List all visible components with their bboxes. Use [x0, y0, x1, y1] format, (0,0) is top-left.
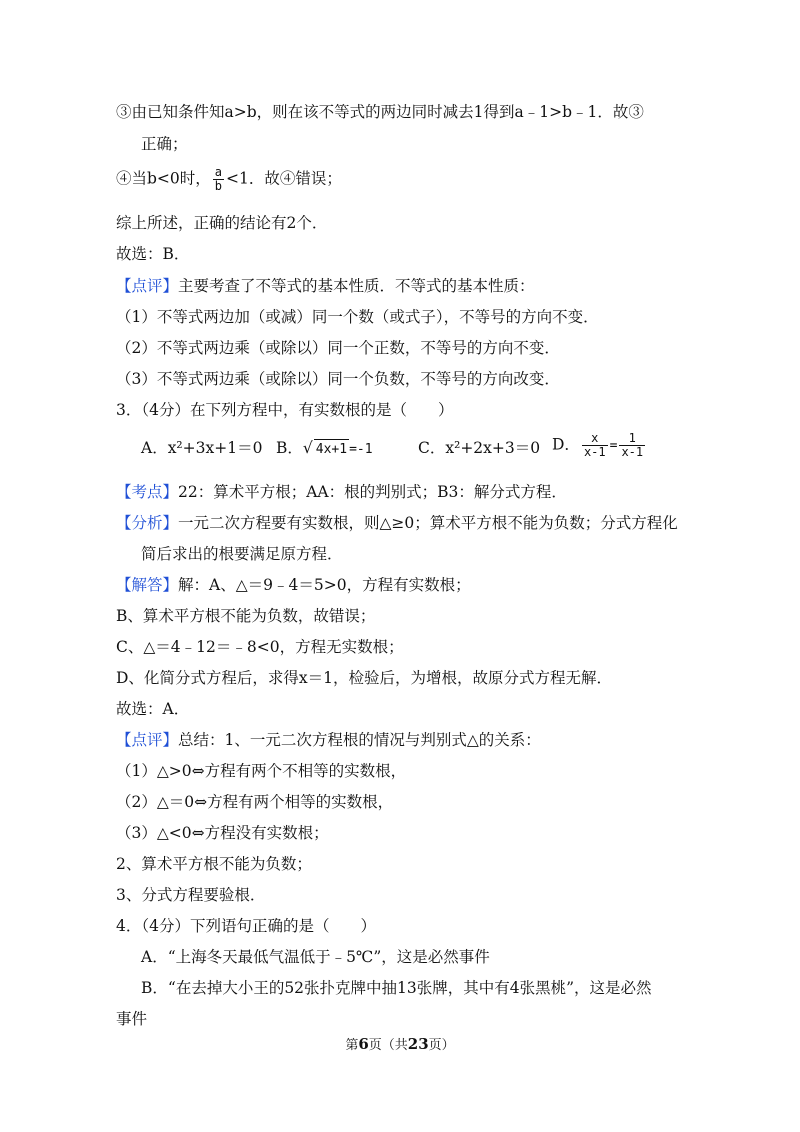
page-number: 6 — [358, 1035, 369, 1053]
comment-line — [116, 276, 535, 296]
text-line: 正确； — [141, 135, 188, 153]
fraction-denominator: x-1 — [583, 445, 606, 459]
footer-text: 第 — [345, 1038, 359, 1053]
text-line: 简后求出的根要满足原方程． — [141, 545, 343, 563]
fraction-numerator: a — [214, 165, 223, 179]
option-a: A．“上海冬天最低气温低于﹣5℃”，这是必然事件 — [141, 948, 490, 966]
kaodian-tag: 【考点】 — [116, 483, 179, 501]
footer-text: 页（共 — [368, 1038, 408, 1053]
text-line-with-fraction — [116, 166, 342, 193]
fraction-left — [582, 432, 608, 459]
text-segment: =-1 — [349, 442, 373, 457]
page-footer — [0, 1034, 800, 1053]
comment-tag: 【点评】 — [116, 277, 179, 295]
text-segment: 一元二次方程要有实数根，则△≥0；算术平方根不能为负数；分式方程化 — [178, 514, 678, 532]
fenxi-line — [116, 513, 678, 533]
text-line: 故选：B． — [116, 245, 190, 263]
kaodian-line — [116, 482, 567, 502]
text-line: B、算术平方根不能为负数，故错误； — [116, 607, 376, 625]
text-line: 2、算术平方根不能为负数； — [116, 855, 312, 873]
radicand: 4x+1 — [314, 439, 349, 460]
fraction-denominator: x-1 — [621, 445, 644, 459]
text-line: 综上所述，正确的结论有2个． — [116, 214, 328, 232]
equals-sign: = — [609, 438, 618, 454]
text-line: 事件 — [116, 1010, 148, 1028]
question-4: 4．（4分）下列语句正确的是（ ） — [116, 917, 376, 935]
text-line: ③由已知条件知a>b，则在该不等式的两边同时减去1得到a﹣1>b﹣1．故③ — [116, 103, 644, 121]
fraction-a-over-b — [213, 166, 224, 193]
text-line: （2）不等式两边乘（或除以）同一个正数，不等号的方向不变． — [116, 339, 560, 357]
text-segment: D． — [552, 435, 580, 454]
text-segment: B． — [276, 439, 303, 457]
sqrt-sign: √ — [302, 439, 313, 457]
fraction-numerator: 1 — [619, 432, 645, 446]
text-line: 故选：A． — [116, 700, 190, 718]
option-a: A．x²+3x+1＝0 — [141, 439, 263, 457]
question-3: 3．（4分）在下列方程中，有实数根的是（ ） — [116, 401, 454, 419]
fenxi-tag: 【分析】 — [116, 514, 179, 532]
text-line: （1）不等式两边加（或减）同一个数（或式子），不等号的方向不变． — [116, 308, 599, 326]
text-segment: <1．故④错误； — [226, 169, 342, 188]
text-line: （3）不等式两边乘（或除以）同一个负数，不等号的方向改变． — [116, 370, 560, 388]
fraction-denominator: b — [214, 179, 223, 193]
option-b — [276, 438, 373, 460]
comment-line — [116, 730, 541, 750]
text-segment: 22：算术平方根；AA：根的判别式；B3：解分式方程． — [178, 483, 567, 501]
jieda-line — [116, 575, 471, 595]
text-line: （3）△<0⇔方程没有实数根； — [116, 824, 329, 842]
option-b: B．“在去掉大小王的52张扑克牌中抽13张牌，其中有4张黑桃”，这是必然 — [141, 979, 652, 997]
text-segment: 主要考查了不等式的基本性质．不等式的基本性质： — [178, 277, 535, 295]
option-d — [552, 432, 647, 459]
text-segment: 解：A、△＝9﹣4＝5>0，方程有实数根； — [178, 576, 471, 594]
total-pages: 23 — [407, 1035, 429, 1053]
text-line: C、△＝4﹣12＝﹣8<0，方程无实数根； — [116, 638, 404, 656]
jieda-tag: 【解答】 — [116, 576, 179, 594]
comment-tag: 【点评】 — [116, 731, 179, 749]
fraction-right — [619, 432, 645, 459]
option-c: C．x²+2x+3＝0 — [418, 439, 541, 457]
fraction-numerator: x — [582, 432, 608, 446]
footer-text: 页） — [428, 1038, 455, 1053]
text-segment: ④当b<0时， — [116, 169, 211, 188]
text-segment: 总结：1、一元二次方程根的情况与判别式△的关系： — [178, 731, 541, 749]
text-line: （2）△＝0⇔方程有两个相等的实数根， — [116, 793, 394, 811]
text-line: （1）△>0⇔方程有两个不相等的实数根， — [116, 762, 407, 780]
text-line: 3、分式方程要验根． — [116, 886, 266, 904]
text-line: D、化简分式方程后，求得x＝1，检验后，为增根，故原分式方程无解． — [116, 669, 613, 687]
